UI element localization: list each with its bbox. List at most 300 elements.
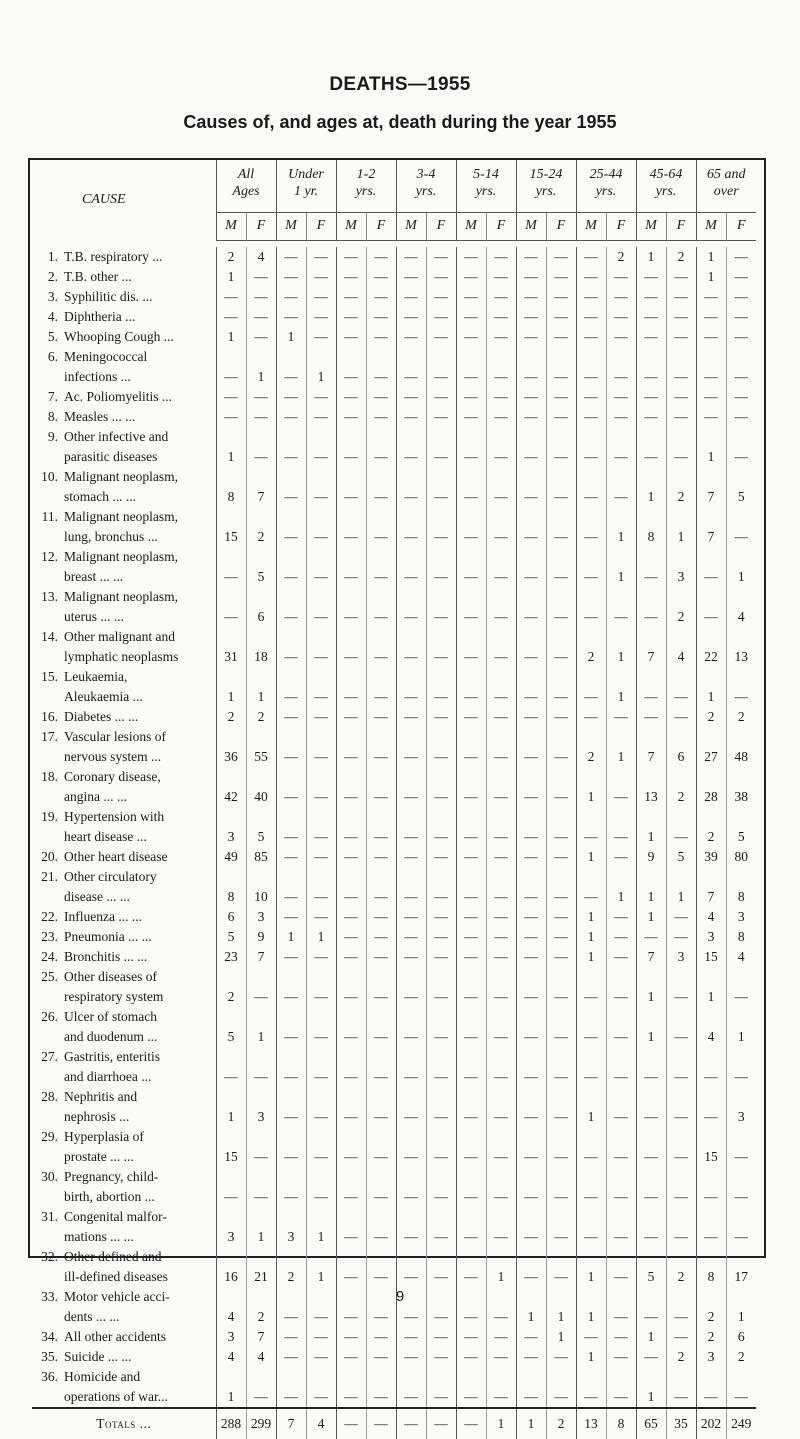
- female-count-cell: 38: [726, 767, 756, 807]
- female-count-cell: —: [306, 627, 336, 667]
- male-count-cell: —: [576, 1127, 606, 1167]
- male-count-cell: —: [456, 1047, 486, 1087]
- female-count-cell: —: [546, 247, 576, 267]
- female-count-cell: —: [486, 1367, 516, 1408]
- female-count-cell: —: [366, 927, 396, 947]
- female-count-cell: —: [306, 707, 336, 727]
- cause-label: Aleukaemia ...: [64, 688, 143, 704]
- male-count-cell: —: [516, 1207, 546, 1247]
- female-count-cell: —: [666, 1087, 696, 1127]
- male-count-cell: —: [396, 407, 426, 427]
- male-count-cell: —: [696, 307, 726, 327]
- female-count-cell: —: [666, 927, 696, 947]
- male-count-cell: —: [576, 407, 606, 427]
- male-count-cell: —: [576, 387, 606, 407]
- male-count-cell: 1: [636, 807, 666, 847]
- cause-label: Hyperplasia of: [64, 1128, 144, 1144]
- male-count-cell: —: [516, 1167, 546, 1207]
- male-count-cell: —: [396, 1287, 426, 1327]
- cause-number: 23.: [41, 928, 58, 944]
- cause-label: Ac. Poliomyelitis ...: [64, 388, 172, 404]
- cause-label: nephrosis ...: [64, 1108, 130, 1124]
- male-count-cell: 1: [576, 1247, 606, 1287]
- male-count-cell: 31: [216, 627, 246, 667]
- male-count-cell: —: [696, 1207, 726, 1247]
- female-count-cell: —: [546, 907, 576, 927]
- female-count-cell: 3: [666, 947, 696, 967]
- cause-label: parasitic diseases: [64, 448, 158, 464]
- female-count-cell: —: [306, 847, 336, 867]
- female-count-cell: —: [546, 1247, 576, 1287]
- totals-cell: —: [426, 1408, 456, 1439]
- cause-number: 12.: [41, 548, 58, 564]
- male-count-cell: —: [576, 587, 606, 627]
- male-count-cell: 4: [216, 1287, 246, 1327]
- female-count-cell: —: [486, 467, 516, 507]
- female-count-cell: —: [426, 907, 456, 927]
- female-count-cell: 1: [666, 507, 696, 547]
- female-count-cell: —: [666, 267, 696, 287]
- cause-number: 14.: [41, 628, 58, 644]
- totals-cell: 65: [636, 1408, 666, 1439]
- male-count-cell: —: [276, 767, 306, 807]
- female-count-cell: —: [426, 927, 456, 947]
- female-count-cell: —: [306, 267, 336, 287]
- female-count-cell: —: [426, 387, 456, 407]
- female-count-cell: —: [546, 387, 576, 407]
- cause-label: ill-defined diseases: [64, 1268, 168, 1284]
- male-count-cell: —: [396, 267, 426, 287]
- male-count-cell: —: [396, 727, 426, 767]
- male-count-cell: —: [336, 307, 366, 327]
- female-count-cell: 5: [726, 807, 756, 847]
- female-count-cell: —: [606, 707, 636, 727]
- female-count-cell: 1: [306, 347, 336, 387]
- female-count-cell: —: [666, 1167, 696, 1207]
- cause-number: 36.: [41, 1368, 58, 1384]
- female-count-cell: —: [546, 1087, 576, 1127]
- male-count-cell: —: [516, 467, 546, 507]
- male-count-cell: 1: [696, 247, 726, 267]
- male-count-cell: —: [336, 1327, 366, 1347]
- male-count-cell: 2: [216, 247, 246, 267]
- female-count-cell: —: [726, 387, 756, 407]
- male-count-cell: —: [456, 407, 486, 427]
- male-count-cell: —: [576, 547, 606, 587]
- female-count-cell: —: [426, 407, 456, 427]
- female-count-cell: —: [306, 807, 336, 847]
- male-count-cell: —: [696, 1087, 726, 1127]
- female-count-cell: 5: [666, 847, 696, 867]
- table-body: [32, 247, 756, 1439]
- male-count-cell: —: [276, 1047, 306, 1087]
- female-count-cell: —: [606, 947, 636, 967]
- female-header: F: [486, 212, 516, 240]
- cause-label: Meningococcal: [64, 348, 148, 364]
- male-count-cell: —: [276, 1347, 306, 1367]
- male-count-cell: —: [456, 807, 486, 847]
- male-count-cell: —: [396, 867, 426, 907]
- male-count-cell: —: [336, 1287, 366, 1327]
- male-count-cell: —: [396, 307, 426, 327]
- male-header: M: [276, 212, 306, 240]
- male-count-cell: —: [336, 807, 366, 847]
- female-count-cell: —: [306, 547, 336, 587]
- male-count-cell: —: [396, 427, 426, 467]
- age-group-header: [276, 160, 336, 212]
- female-count-cell: 1: [306, 927, 336, 947]
- male-header: M: [696, 212, 726, 240]
- male-count-cell: —: [396, 947, 426, 967]
- female-count-cell: 2: [666, 1247, 696, 1287]
- table-row: [32, 287, 756, 307]
- female-count-cell: —: [546, 807, 576, 847]
- cause-label: Hypertension with: [64, 808, 165, 824]
- female-count-cell: —: [366, 627, 396, 667]
- female-count-cell: —: [306, 667, 336, 707]
- female-count-cell: 8: [726, 927, 756, 947]
- male-count-cell: —: [636, 307, 666, 327]
- female-count-cell: —: [366, 267, 396, 287]
- female-count-cell: —: [606, 1007, 636, 1047]
- female-count-cell: —: [606, 307, 636, 327]
- totals-cell: 35: [666, 1408, 696, 1439]
- male-count-cell: 5: [216, 927, 246, 947]
- male-count-cell: —: [636, 407, 666, 427]
- male-count-cell: 1: [216, 327, 246, 347]
- female-header: F: [726, 212, 756, 240]
- cause-label: Syphilitic dis. ...: [64, 288, 153, 304]
- female-count-cell: 40: [246, 767, 276, 807]
- female-count-cell: 48: [726, 727, 756, 767]
- female-count-cell: —: [486, 707, 516, 727]
- female-count-cell: —: [366, 247, 396, 267]
- female-count-cell: —: [726, 1207, 756, 1247]
- cause-cell: [32, 907, 216, 927]
- age-group-line1: 45-64: [649, 167, 683, 182]
- table-row: [32, 667, 756, 707]
- cause-cell: [32, 407, 216, 427]
- female-count-cell: 2: [726, 1347, 756, 1367]
- male-count-cell: 27: [696, 727, 726, 767]
- female-count-cell: 2: [666, 1347, 696, 1367]
- table-row: [32, 387, 756, 407]
- male-count-cell: —: [276, 847, 306, 867]
- female-count-cell: —: [546, 547, 576, 587]
- cause-cell: [32, 1207, 216, 1247]
- male-count-cell: —: [576, 967, 606, 1007]
- male-count-cell: —: [276, 707, 306, 727]
- female-count-cell: —: [366, 327, 396, 347]
- male-count-cell: —: [456, 667, 486, 707]
- male-count-cell: —: [696, 1047, 726, 1087]
- male-count-cell: —: [456, 1287, 486, 1327]
- female-count-cell: —: [366, 907, 396, 927]
- male-count-cell: —: [516, 767, 546, 807]
- male-count-cell: —: [516, 847, 546, 867]
- male-count-cell: —: [336, 467, 366, 507]
- female-count-cell: 2: [666, 587, 696, 627]
- age-group-line2: over: [713, 184, 739, 199]
- male-count-cell: —: [576, 1047, 606, 1087]
- female-count-cell: —: [546, 427, 576, 467]
- female-count-cell: —: [606, 267, 636, 287]
- female-count-cell: —: [666, 707, 696, 727]
- female-count-cell: —: [606, 807, 636, 847]
- cause-label: Malignant neoplasm,: [64, 588, 178, 604]
- female-count-cell: —: [486, 627, 516, 667]
- table-row: [32, 907, 756, 927]
- male-count-cell: —: [456, 307, 486, 327]
- table-row: [32, 627, 756, 667]
- female-header: F: [606, 212, 636, 240]
- female-count-cell: —: [426, 667, 456, 707]
- female-count-cell: 5: [246, 547, 276, 587]
- cause-label: and diarrhoea ...: [64, 1068, 152, 1084]
- male-count-cell: —: [396, 327, 426, 347]
- male-count-cell: 7: [636, 627, 666, 667]
- female-count-cell: 18: [246, 627, 276, 667]
- female-count-cell: —: [546, 507, 576, 547]
- female-count-cell: —: [426, 1047, 456, 1087]
- female-count-cell: —: [486, 1347, 516, 1367]
- male-count-cell: 9: [636, 847, 666, 867]
- cause-number: 1.: [47, 248, 58, 264]
- male-count-cell: —: [516, 387, 546, 407]
- table-row: [32, 947, 756, 967]
- female-count-cell: 21: [246, 1247, 276, 1287]
- male-count-cell: —: [456, 727, 486, 767]
- male-count-cell: —: [396, 287, 426, 307]
- female-count-cell: —: [486, 347, 516, 387]
- male-count-cell: 3: [216, 1327, 246, 1347]
- female-count-cell: —: [426, 847, 456, 867]
- cause-number: 17.: [41, 728, 58, 744]
- male-count-cell: 23: [216, 947, 246, 967]
- female-count-cell: —: [606, 467, 636, 507]
- male-count-cell: —: [396, 967, 426, 1007]
- male-count-cell: —: [336, 587, 366, 627]
- male-count-cell: —: [516, 247, 546, 267]
- female-count-cell: —: [486, 287, 516, 307]
- female-count-cell: —: [606, 387, 636, 407]
- female-count-cell: —: [426, 1247, 456, 1287]
- male-count-cell: 8: [636, 507, 666, 547]
- cause-header: CAUSE: [82, 192, 126, 207]
- male-count-cell: —: [336, 427, 366, 467]
- male-count-cell: 4: [696, 907, 726, 927]
- cause-number: 34.: [41, 1328, 58, 1344]
- female-count-cell: —: [366, 1347, 396, 1367]
- male-count-cell: —: [696, 1167, 726, 1207]
- male-count-cell: 1: [576, 927, 606, 947]
- female-count-cell: 13: [726, 627, 756, 667]
- table-row: [32, 967, 756, 1007]
- cause-cell: [32, 507, 216, 547]
- male-count-cell: —: [336, 667, 366, 707]
- female-count-cell: —: [546, 287, 576, 307]
- female-count-cell: —: [546, 767, 576, 807]
- male-count-cell: —: [336, 247, 366, 267]
- male-count-cell: —: [276, 907, 306, 927]
- male-count-cell: —: [456, 267, 486, 287]
- female-count-cell: 3: [666, 547, 696, 587]
- cause-label: Other heart disease: [64, 848, 168, 864]
- female-count-cell: —: [606, 1247, 636, 1287]
- male-count-cell: —: [336, 847, 366, 867]
- male-count-cell: —: [456, 847, 486, 867]
- female-count-cell: 1: [726, 1287, 756, 1327]
- female-count-cell: —: [726, 1167, 756, 1207]
- female-count-cell: —: [426, 1127, 456, 1167]
- cause-label: Other malignant and: [64, 628, 175, 644]
- female-count-cell: —: [366, 767, 396, 807]
- female-count-cell: —: [606, 1347, 636, 1367]
- table-row: [32, 807, 756, 847]
- age-group-line1: All: [237, 167, 255, 182]
- male-count-cell: 1: [216, 1367, 246, 1408]
- female-count-cell: —: [486, 267, 516, 287]
- female-count-cell: 1: [666, 867, 696, 907]
- cause-number: 18.: [41, 768, 58, 784]
- female-count-cell: 1: [606, 507, 636, 547]
- male-count-cell: —: [456, 947, 486, 967]
- female-count-cell: —: [366, 407, 396, 427]
- female-count-cell: —: [426, 1007, 456, 1047]
- female-count-cell: —: [486, 967, 516, 1007]
- male-count-cell: —: [276, 1087, 306, 1127]
- totals-cell: 1: [516, 1408, 546, 1439]
- male-header: M: [396, 212, 426, 240]
- female-count-cell: —: [726, 1047, 756, 1087]
- female-header: F: [426, 212, 456, 240]
- female-count-cell: —: [486, 587, 516, 627]
- male-count-cell: —: [516, 927, 546, 947]
- cause-cell: [32, 267, 216, 287]
- female-count-cell: 2: [666, 247, 696, 267]
- male-count-cell: —: [396, 347, 426, 387]
- female-count-cell: 2: [726, 707, 756, 727]
- female-count-cell: —: [306, 507, 336, 547]
- female-count-cell: —: [426, 547, 456, 587]
- female-count-cell: —: [426, 967, 456, 1007]
- female-count-cell: —: [546, 967, 576, 1007]
- male-count-cell: 5: [636, 1247, 666, 1287]
- female-count-cell: —: [486, 547, 516, 587]
- female-count-cell: —: [366, 1167, 396, 1207]
- male-count-cell: 1: [576, 767, 606, 807]
- male-count-cell: —: [456, 1087, 486, 1127]
- female-count-cell: —: [426, 587, 456, 627]
- cause-label: Suicide ... ...: [64, 1348, 132, 1364]
- male-count-cell: —: [396, 767, 426, 807]
- male-count-cell: —: [396, 1007, 426, 1047]
- male-count-cell: 1: [696, 427, 726, 467]
- male-header: M: [216, 212, 246, 240]
- cause-label: disease ... ...: [64, 888, 130, 904]
- female-count-cell: —: [426, 1207, 456, 1247]
- male-count-cell: —: [216, 1167, 246, 1207]
- female-count-cell: —: [606, 347, 636, 387]
- cause-cell: [32, 1087, 216, 1127]
- female-count-cell: 1: [306, 1247, 336, 1287]
- female-count-cell: —: [546, 587, 576, 627]
- male-count-cell: —: [456, 507, 486, 547]
- female-count-cell: —: [426, 247, 456, 267]
- male-count-cell: —: [516, 327, 546, 347]
- age-group-line1: 65 and: [707, 167, 746, 182]
- male-count-cell: 2: [216, 967, 246, 1007]
- age-group-header: [396, 160, 456, 212]
- female-count-cell: —: [366, 807, 396, 847]
- female-count-cell: 1: [606, 627, 636, 667]
- female-count-cell: —: [546, 467, 576, 507]
- female-count-cell: —: [606, 327, 636, 347]
- female-count-cell: —: [306, 587, 336, 627]
- cause-label: Nephritis and: [64, 1088, 138, 1104]
- deaths-table: [32, 160, 756, 1439]
- cause-label: lung, bronchus ...: [64, 528, 158, 544]
- totals-cell: 202: [696, 1408, 726, 1439]
- male-count-cell: —: [516, 1367, 546, 1408]
- totals-cell: —: [396, 1408, 426, 1439]
- male-count-cell: —: [396, 1367, 426, 1408]
- female-count-cell: —: [726, 307, 756, 327]
- cause-number: 24.: [41, 948, 58, 964]
- table-row: [32, 727, 756, 767]
- female-count-cell: —: [246, 307, 276, 327]
- cause-number: 27.: [41, 1048, 58, 1064]
- cause-label: angina ... ...: [64, 788, 127, 804]
- male-count-cell: 1: [636, 907, 666, 927]
- female-count-cell: —: [246, 287, 276, 307]
- male-count-cell: 3: [696, 1347, 726, 1367]
- male-count-cell: —: [396, 467, 426, 507]
- female-count-cell: —: [666, 807, 696, 847]
- male-count-cell: —: [636, 1347, 666, 1367]
- female-count-cell: —: [726, 1127, 756, 1167]
- male-count-cell: —: [456, 1347, 486, 1367]
- age-group-line2: yrs.: [415, 184, 437, 199]
- totals-cell: 2: [546, 1408, 576, 1439]
- female-count-cell: —: [426, 867, 456, 907]
- cause-label: Other circulatory: [64, 868, 157, 884]
- female-count-cell: —: [306, 427, 336, 467]
- female-count-cell: 7: [246, 1327, 276, 1347]
- male-count-cell: —: [336, 547, 366, 587]
- male-count-cell: —: [276, 347, 306, 387]
- male-count-cell: —: [336, 967, 366, 1007]
- female-count-cell: —: [606, 907, 636, 927]
- male-count-cell: —: [216, 407, 246, 427]
- female-count-cell: —: [546, 847, 576, 867]
- cause-cell: [32, 587, 216, 627]
- female-count-cell: —: [306, 467, 336, 507]
- female-count-cell: —: [366, 1127, 396, 1167]
- male-count-cell: 7: [696, 867, 726, 907]
- female-count-cell: 2: [666, 467, 696, 507]
- table-row: [32, 767, 756, 807]
- male-count-cell: —: [276, 1167, 306, 1207]
- female-count-cell: —: [606, 1327, 636, 1347]
- cause-cell: [32, 967, 216, 1007]
- female-count-cell: —: [606, 427, 636, 467]
- female-count-cell: —: [246, 267, 276, 287]
- female-count-cell: —: [426, 707, 456, 727]
- female-count-cell: —: [486, 1007, 516, 1047]
- cause-label: Bronchitis ... ...: [64, 948, 148, 964]
- female-count-cell: —: [486, 507, 516, 547]
